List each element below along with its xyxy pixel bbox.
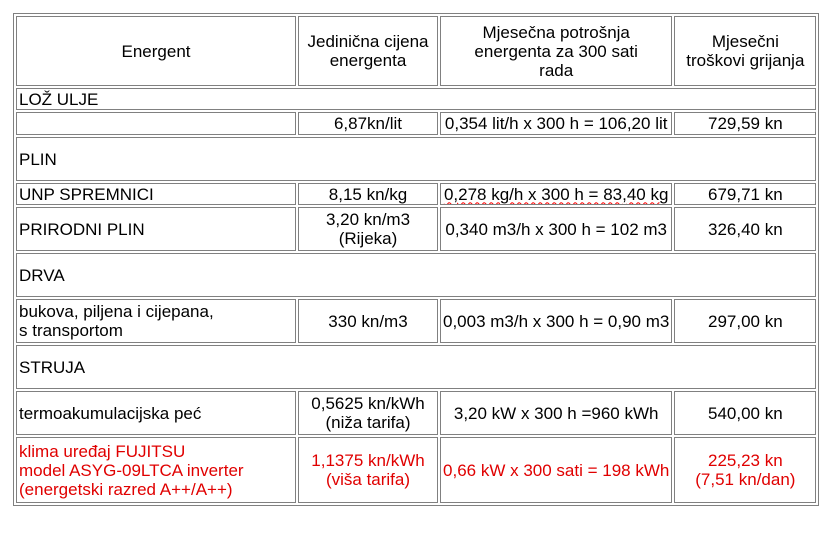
cell-prirodni-plin-usage-text: 0,340 m3/h x 300 h = 102 m3	[445, 219, 667, 239]
cell-loz-ulje-cost	[674, 112, 816, 135]
cell-unp-name	[16, 183, 296, 205]
cell-termo-name	[16, 391, 296, 435]
table-row-klima	[16, 437, 816, 503]
heating-cost-table	[13, 13, 819, 506]
section-drva-label: DRVA	[19, 265, 65, 285]
table-row-termo	[16, 391, 816, 435]
cell-klima-cost	[674, 437, 816, 503]
cell-drva-name	[16, 299, 296, 343]
cell-drva-price-text: 330 kn/m3	[328, 311, 408, 331]
cell-loz-ulje-price	[298, 112, 438, 135]
cell-termo-cost	[674, 391, 816, 435]
cell-klima-usage	[440, 437, 672, 503]
header-unit-price	[298, 16, 438, 86]
cell-loz-ulje-cost-text: 729,59 kn	[708, 114, 783, 133]
header-energent-text: Energent	[121, 41, 191, 61]
cell-klima-usage-text: 0,66 kW x 300 sati = 198 kWh	[443, 460, 670, 480]
cell-unp-price	[298, 183, 438, 205]
cell-prirodni-plin-name	[16, 207, 296, 251]
header-row	[16, 16, 816, 86]
cell-loz-ulje-name	[16, 112, 296, 135]
cell-klima-cost-line1: 225,23 kn	[708, 451, 783, 470]
cell-prirodni-plin-cost-text: 326,40 kn	[708, 219, 783, 239]
header-unit-price-line2: energenta	[329, 51, 407, 70]
cell-unp-cost	[674, 183, 816, 205]
header-monthly-cost	[674, 16, 816, 86]
section-row-drva	[16, 253, 816, 297]
header-unit-price-line1: Jedinična cijena	[307, 32, 429, 51]
table-row-drva	[16, 299, 816, 343]
cell-klima-price	[298, 437, 438, 503]
header-monthly-use	[440, 16, 672, 86]
cell-klima-name-line3: (energetski razred A++/A++)	[19, 479, 233, 499]
header-monthly-use-line3: rada	[539, 60, 574, 80]
cell-unp-price-text: 8,15 kn/kg	[328, 184, 408, 204]
cell-drva-usage-text: 0,003 m3/h x 300 h = 0,90 m3	[443, 311, 670, 331]
cell-termo-price	[298, 391, 438, 435]
section-struja-label: STRUJA	[19, 357, 86, 377]
section-drva	[16, 253, 816, 297]
cell-klima-name-line1: klima uređaj FUJITSU	[19, 441, 186, 461]
cell-termo-usage	[440, 391, 672, 435]
section-loz-ulje-label: LOŽ ULJE	[19, 89, 99, 109]
cell-klima-price-line2: (viša tarifa)	[325, 470, 411, 489]
cell-drva-name-line2: s transportom	[19, 321, 123, 340]
section-struja	[16, 345, 816, 389]
section-plin-label: PLIN	[19, 149, 57, 169]
header-monthly-cost-line2: troškovi grijanja	[686, 51, 805, 70]
cell-loz-ulje-usage-text: 0,354 lit/h x 300 h = 106,20 lit	[444, 114, 668, 133]
cell-unp-name-text: UNP SPREMNICI	[19, 184, 154, 204]
header-monthly-use-line2: energenta za 300 sati	[474, 41, 638, 61]
cell-drva-usage	[440, 299, 672, 343]
cell-termo-price-line2: (niža tarifa)	[325, 413, 411, 432]
cell-drva-price	[298, 299, 438, 343]
cell-prirodni-plin-cost	[674, 207, 816, 251]
section-row-struja	[16, 345, 816, 389]
table-row-unp	[16, 183, 816, 205]
cell-prirodni-plin-price-line1: 3,20 kn/m3	[325, 210, 411, 229]
cell-termo-cost-text: 540,00 kn	[708, 403, 783, 423]
section-row-loz-ulje	[16, 88, 816, 110]
section-row-plin	[16, 137, 816, 181]
header-monthly-cost-line1: Mjesečni	[711, 32, 779, 51]
cell-drva-cost	[674, 299, 816, 343]
table-row-loz-ulje	[16, 112, 816, 135]
cell-prirodni-plin-price	[298, 207, 438, 251]
cell-loz-ulje-price-text: 6,87kn/lit	[333, 114, 403, 133]
header-energent	[16, 16, 296, 86]
cell-prirodni-plin-usage	[440, 207, 672, 251]
cell-unp-cost-text: 679,71 kn	[708, 184, 783, 204]
cell-termo-name-text: termoakumulacijska peć	[19, 403, 202, 423]
heating-cost-table-wrapper	[13, 13, 819, 506]
cell-unp-usage	[440, 183, 672, 205]
cell-loz-ulje-usage	[440, 112, 672, 135]
cell-prirodni-plin-name-text: PRIRODNI PLIN	[19, 219, 145, 239]
cell-klima-price-line1: 1,1375 kn/kWh	[311, 451, 425, 470]
cell-klima-cost-line2: (7,51 kn/dan)	[695, 470, 796, 489]
cell-prirodni-plin-price-line2: (Rijeka)	[338, 229, 398, 248]
cell-klima-name	[16, 437, 296, 503]
cell-termo-usage-text: 3,20 kW x 300 h =960 kWh	[453, 403, 659, 423]
cell-unp-usage-text: 0,278 kg/h x 300 h = 83,40 kg	[443, 184, 669, 204]
cell-termo-price-line1: 0,5625 kn/kWh	[311, 394, 425, 413]
header-monthly-use-line1: Mjesečna potrošnja	[482, 22, 630, 42]
table-row-prirodni-plin	[16, 207, 816, 251]
section-plin	[16, 137, 816, 181]
cell-klima-name-line2: model ASYG-09LTCA inverter	[19, 460, 244, 480]
cell-drva-cost-text: 297,00 kn	[708, 311, 783, 331]
section-loz-ulje	[16, 88, 816, 110]
cell-drva-name-line1: bukova, piljena i cijepana,	[19, 302, 214, 321]
